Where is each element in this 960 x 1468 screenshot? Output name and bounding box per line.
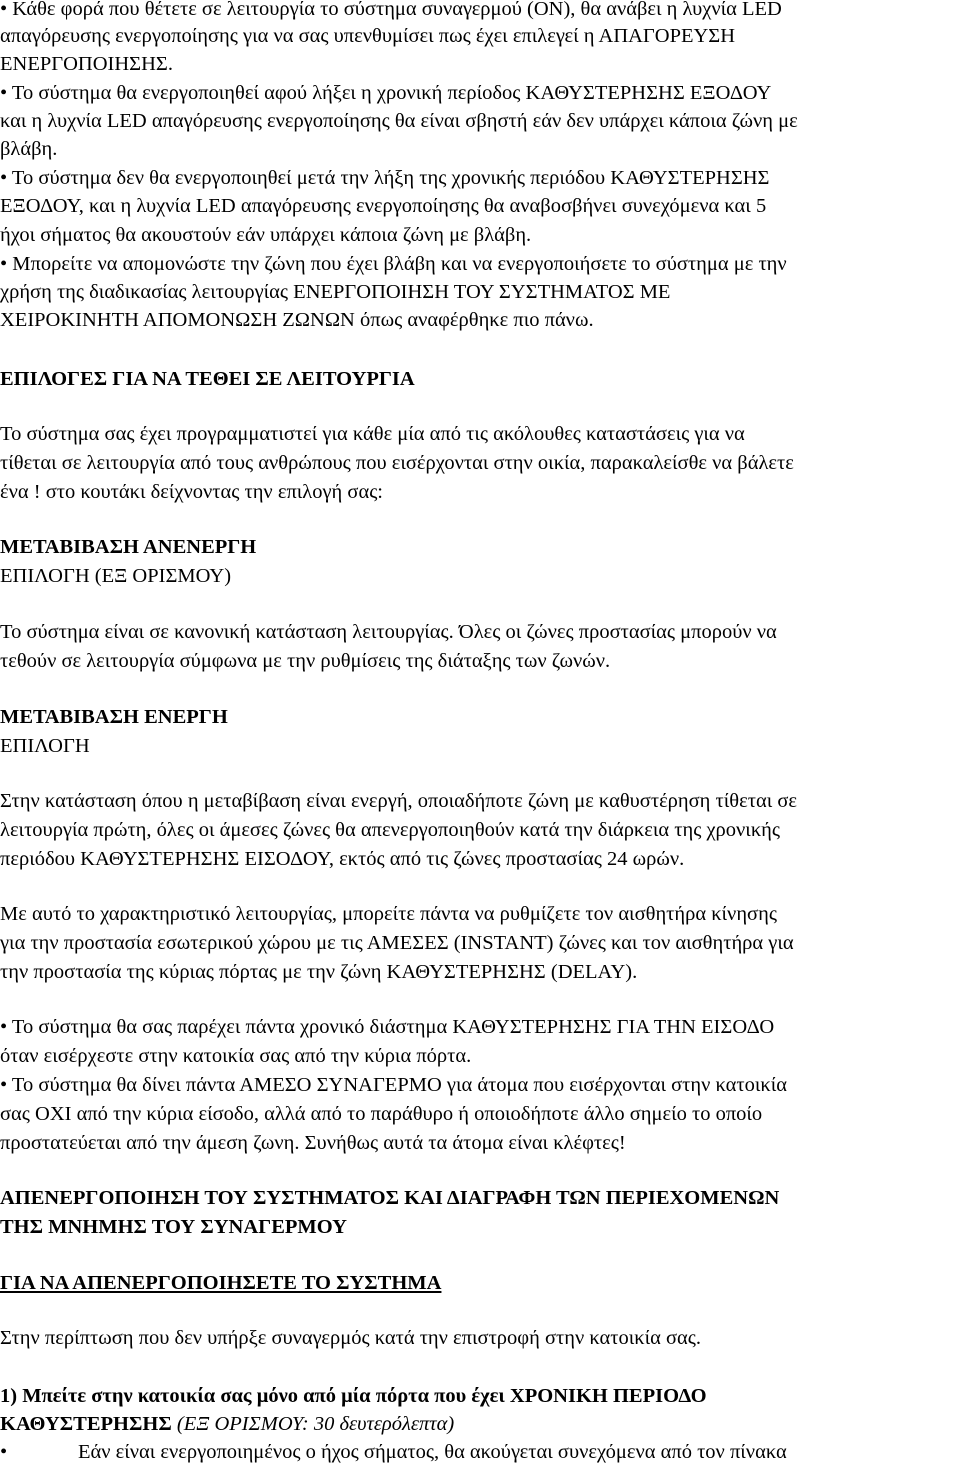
option2-body2-line-3: την προστασία της κύριας πόρτας με την ζώνη ΚΑΘΥΣΤΕΡΗΣΗΣ (DELAY).: [0, 961, 638, 983]
bullet-instant-alarm-line-2: σας ΟΧΙ από την κύρια είσοδο, αλλά από το παράθυρο ή οποιοδήποτε άλλο σημείο το οποίο: [0, 1103, 763, 1125]
option2-body2-line-1: Με αυτό το χαρακτηριστικό λειτουργίας, μπορείτε πάντα να ρυθμίζετε τον αισθητήρα κίνησης: [0, 903, 777, 925]
option2-body2-line-2: για την προστασία εσωτερικού χώρου με τις ΑΜΕΣΕΣ (INSTANT) ζώνες και τον αισθητήρα για: [0, 932, 794, 954]
option2-body-line-2: λειτουργία πρώτη, όλες οι άμεσες ζώνες θα απενεργοποιηθούν κατά την διάρκεια της χρονικής: [0, 819, 780, 841]
no-alarm-line: Στην περίπτωση που δεν υπήρξε συναγερμός κατά την επιστροφή στην κατοικία σας.: [0, 1327, 702, 1349]
bullet-isolate-line-3: ΧΕΙΡΟΚΙΝΗΤΗ ΑΠΟΜΟΝΩΣΗ ΖΩΝΩΝ όπως αναφέρθηκε πιο πάνω.: [0, 309, 594, 331]
bullet-instant-alarm-line-3: προστατεύεται από την άμεση ζωνη. Συνήθως αυτά τα άτομα είναι κλέφτες!: [0, 1132, 626, 1154]
bullet-entry-delay-line-1: • Το σύστημα θα σας παρέχει πάντα χρονικό διάστημα ΚΑΘΥΣΤΕΡΗΣΗΣ ΓΙΑ ΤΗΝ ΕΙΣΟΔΟ: [0, 1016, 775, 1038]
bullet-led-line-2: απαγόρευσης ενεργοποίησης για να σας υπενθυμίσει πως έχει επιλεγεί η ΑΠΑΓΟΡΕΥΣΗ: [0, 25, 736, 47]
bullet-fault-line-2: ΕΞΟΔΟΥ, και η λυχνία LED απαγόρευσης ενεργοποίησης θα αναβοσβήνει συνεχόμενα και 5: [0, 195, 767, 217]
option2-subtitle: ΕΠΙΛΟΓΗ: [0, 735, 90, 757]
bullet-isolate-line-1: • Μπορείτε να απομονώστε την ζώνη που έχει βλάβη και να ενεργοποιήσετε το σύστημα με την: [0, 253, 787, 275]
bullet-entry-delay-line-2: όταν εισέρχεστε στην κατοικία σας από την κύρια πόρτα.: [0, 1045, 472, 1067]
bullet-instant-alarm-line-1: • Το σύστημα θα δίνει πάντα ΑΜΕΣΟ ΣΥΝΑΓΕΡΜΟ για άτομα που εισέρχονται στην κατοικία: [0, 1074, 787, 1096]
step1-line-2-italic: (ΕΞ ΟΡΙΣΜΟΥ: 30 δευτερόλεπτα): [171, 1413, 455, 1435]
last-bullet-marker: •: [0, 1441, 8, 1463]
option2-title: ΜΕΤΑΒΙΒΑΣΗ ΕΝΕΡΓΗ: [0, 706, 228, 728]
intro-line-1: Το σύστημα σας έχει προγραμματιστεί για κάθε μία από τις ακόλουθες καταστάσεις για να: [0, 423, 745, 445]
bullet-activate-line-1: • Το σύστημα θα ενεργοποιηθεί αφού λήξει η χρονική περίοδος ΚΑΘΥΣΤΕΡΗΣΗΣ ΕΞΟΔΟΥ: [0, 82, 772, 104]
bullet-led-line-1: • Κάθε φορά που θέτετε σε λειτουργία το σύστημα συναγερμού (ON), θα ανάβει η λυχνία LED: [0, 0, 782, 20]
option2-body-line-1: Στην κατάσταση όπου η μεταβίβαση είναι ενεργή, οποιαδήποτε ζώνη με καθυστέρηση τίθεται σε: [0, 790, 797, 812]
option2-body-line-3: περιόδου ΚΑΘΥΣΤΕΡΗΣΗΣ ΕΙΣΟΔΟΥ, εκτός από τις ζώνες προστασίας 24 ωρών.: [0, 848, 685, 870]
option1-body-line-1: Το σύστημα είναι σε κανονική κατάσταση λειτουργίας. Όλες οι ζώνες προστασίας μπορούν να: [0, 621, 777, 643]
intro-line-2: τίθεται σε λειτουργία από τους ανθρώπους που εισέρχονται στην οικία, παρακαλείσθε να βάλετε: [0, 452, 794, 474]
bullet-fault-line-3: ήχοι σήματος θα ακουστούν εάν υπάρχει κάποια ζώνη με βλάβη.: [0, 224, 532, 246]
option1-title: ΜΕΤΑΒΙΒΑΣΗ ΑΝΕΝΕΡΓΗ: [0, 536, 257, 558]
step1-line-2-bold: ΚΑΘΥΣΤΕΡΗΣΗΣ: [0, 1413, 172, 1435]
bullet-activate-line-3: βλάβη.: [0, 138, 58, 160]
bullet-isolate-line-2: χρήση της διαδικασίας λειτουργίας ΕΝΕΡΓΟΠΟΙΗΣΗ ΤΟΥ ΣΥΣΤΗΜΑΤΟΣ ΜΕ: [0, 281, 671, 303]
heading-disarm-line-2: ΤΗΣ ΜΝΗΜΗΣ ΤΟΥ ΣΥΝΑΓΕΡΜΟΥ: [0, 1216, 347, 1238]
step1-line-2: [0, 1411, 454, 1439]
step1-line-1: 1) Μπείτε στην κατοικία σας μόνο από μία πόρτα που έχει ΧΡΟΝΙΚΗ ΠΕΡΙΟΔΟ: [0, 1385, 707, 1407]
heading-disarm-sub: ΓΙΑ ΝΑ ΑΠΕΝΕΡΓΟΠΟΙΗΣΕΤΕ ΤΟ ΣΥΣΤΗΜΑ: [0, 1272, 442, 1294]
last-bullet: [0, 1439, 787, 1467]
bullet-fault-line-1: • Το σύστημα δεν θα ενεργοποιηθεί μετά την λήξη της χρονικής περιόδου ΚΑΘΥΣΤΕΡΗΣΗΣ: [0, 167, 770, 189]
heading-disarm-line-1: ΑΠΕΝΕΡΓΟΠΟΙΗΣΗ ΤΟΥ ΣΥΣΤΗΜΑΤΟΣ ΚΑΙ ΔΙΑΓΡΑΦΗ ΤΩΝ ΠΕΡΙΕΧΟΜΕΝΩΝ: [0, 1187, 780, 1209]
bullet-activate-line-2: και η λυχνία LED απαγόρευσης ενεργοποίησης θα είναι σβηστή εάν δεν υπάρχει κάποια ζώνη με: [0, 110, 798, 132]
option1-subtitle: ΕΠΙΛΟΓΗ (ΕΞ ΟΡΙΣΜΟΥ): [0, 565, 232, 587]
intro-line-3: ένα ! στο κουτάκι δείχνοντας την επιλογή σας:: [0, 481, 384, 503]
option1-body-line-2: τεθούν σε λειτουργία σύμφωνα με την ρυθμίσεις της διάταξης των ζωνών.: [0, 650, 611, 672]
last-bullet-text: Εάν είναι ενεργοποιημένος ο ήχος σήματος, θα ακούγεται συνεχόμενα από τον πίνακα: [78, 1441, 787, 1463]
bullet-led-line-3: ΕΝΕΡΓΟΠΟΙΗΣΗΣ.: [0, 53, 173, 75]
heading-options: ΕΠΙΛΟΓΕΣ ΓΙΑ ΝΑ ΤΕΘΕΙ ΣΕ ΛΕΙΤΟΥΡΓΙΑ: [0, 368, 415, 390]
